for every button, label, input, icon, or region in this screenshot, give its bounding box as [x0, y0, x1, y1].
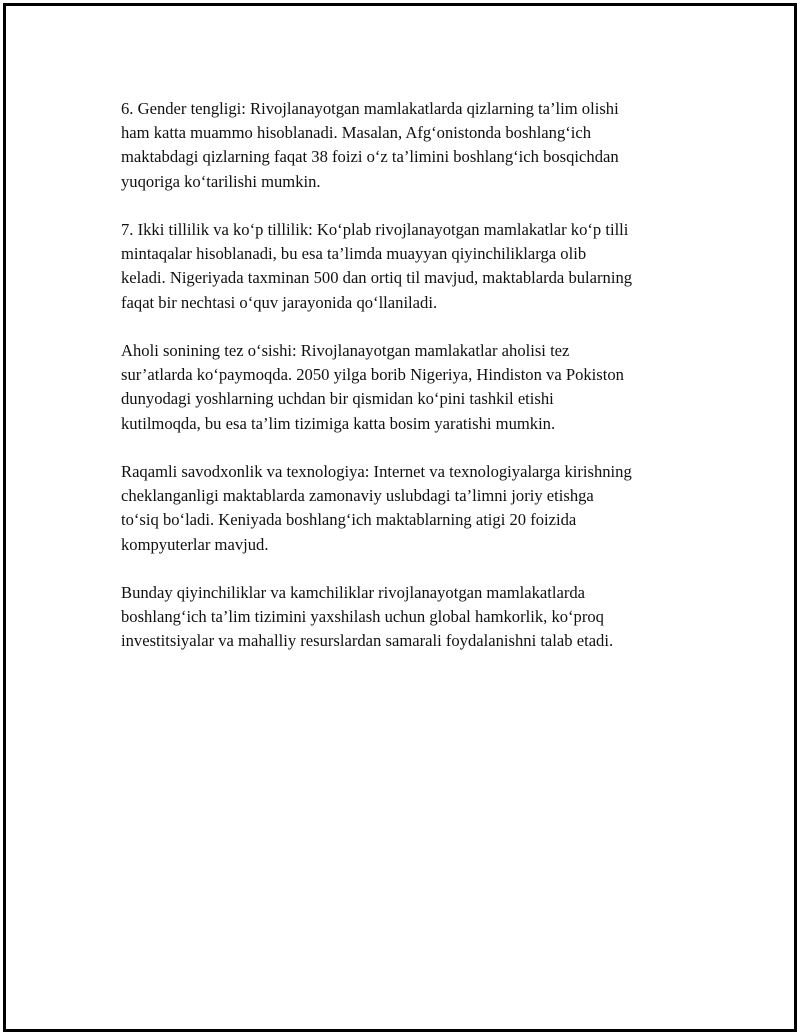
paragraph-multilingualism: 7. Ikki tillilik va ko‘p tillilik: Ko‘plab rivojlanayotgan mamlakatlar ko‘p tilli mintaqalar hisoblanadi, bu esa ta’limda muayyan qiyinchiliklarga olib keladi. Nigeriyada taxminan 500 dan ortiq til mavjud, maktablarda bularning faqat bir nechtasi o‘quv jarayonida qo‘llaniladi.: [121, 220, 633, 312]
paragraph-conclusion: Bunday qiyinchiliklar va kamchiliklar rivojlanayotgan mamlakatlarda boshlang‘ich ta’lim tizimini yaxshilash uchun global hamkorlik, ko‘proq investitsiyalar va mahalliy resurslardan samarali foydalanishni talab etadi.: [121, 583, 614, 651]
document-page: [3, 3, 797, 1032]
paragraph-digital-literacy: Raqamli savodxonlik va texnologiya: Internet va texnologiyalarga kirishning cheklanganligi maktablarda zamonaviy uslubdagi ta’limni joriy etishga to‘siq bo‘ladi. Keniyada boshlang‘ich maktablarning atigi 20 foizida kompyuterlar mavjud.: [121, 462, 632, 554]
paragraph-population-growth: Aholi sonining tez o‘sishi: Rivojlanayotgan mamlakatlar aholisi tez sur’atlarda ko‘paymoqda. 2050 yilga borib Nigeriya, Hindiston va Pokiston dunyodagi yoshlarning uchdan bir qismidan ko‘pini tashkil etishi kutilmoqda, bu esa ta’lim tizimiga katta bosim yaratishi mumkin.: [121, 341, 624, 433]
paragraph-gender-equality: 6. Gender tengligi: Rivojlanayotgan mamlakatlarda qizlarning ta’lim olishi ham katta muammo hisoblanadi. Masalan, Afg‘onistonda boshlang‘ich maktabdagi qizlarning faqat 38 foizi o‘z ta’limini boshlang‘ich bosqichdan yuqoriga ko‘tarilishi mumkin.: [121, 99, 619, 191]
document-body: [121, 97, 721, 678]
